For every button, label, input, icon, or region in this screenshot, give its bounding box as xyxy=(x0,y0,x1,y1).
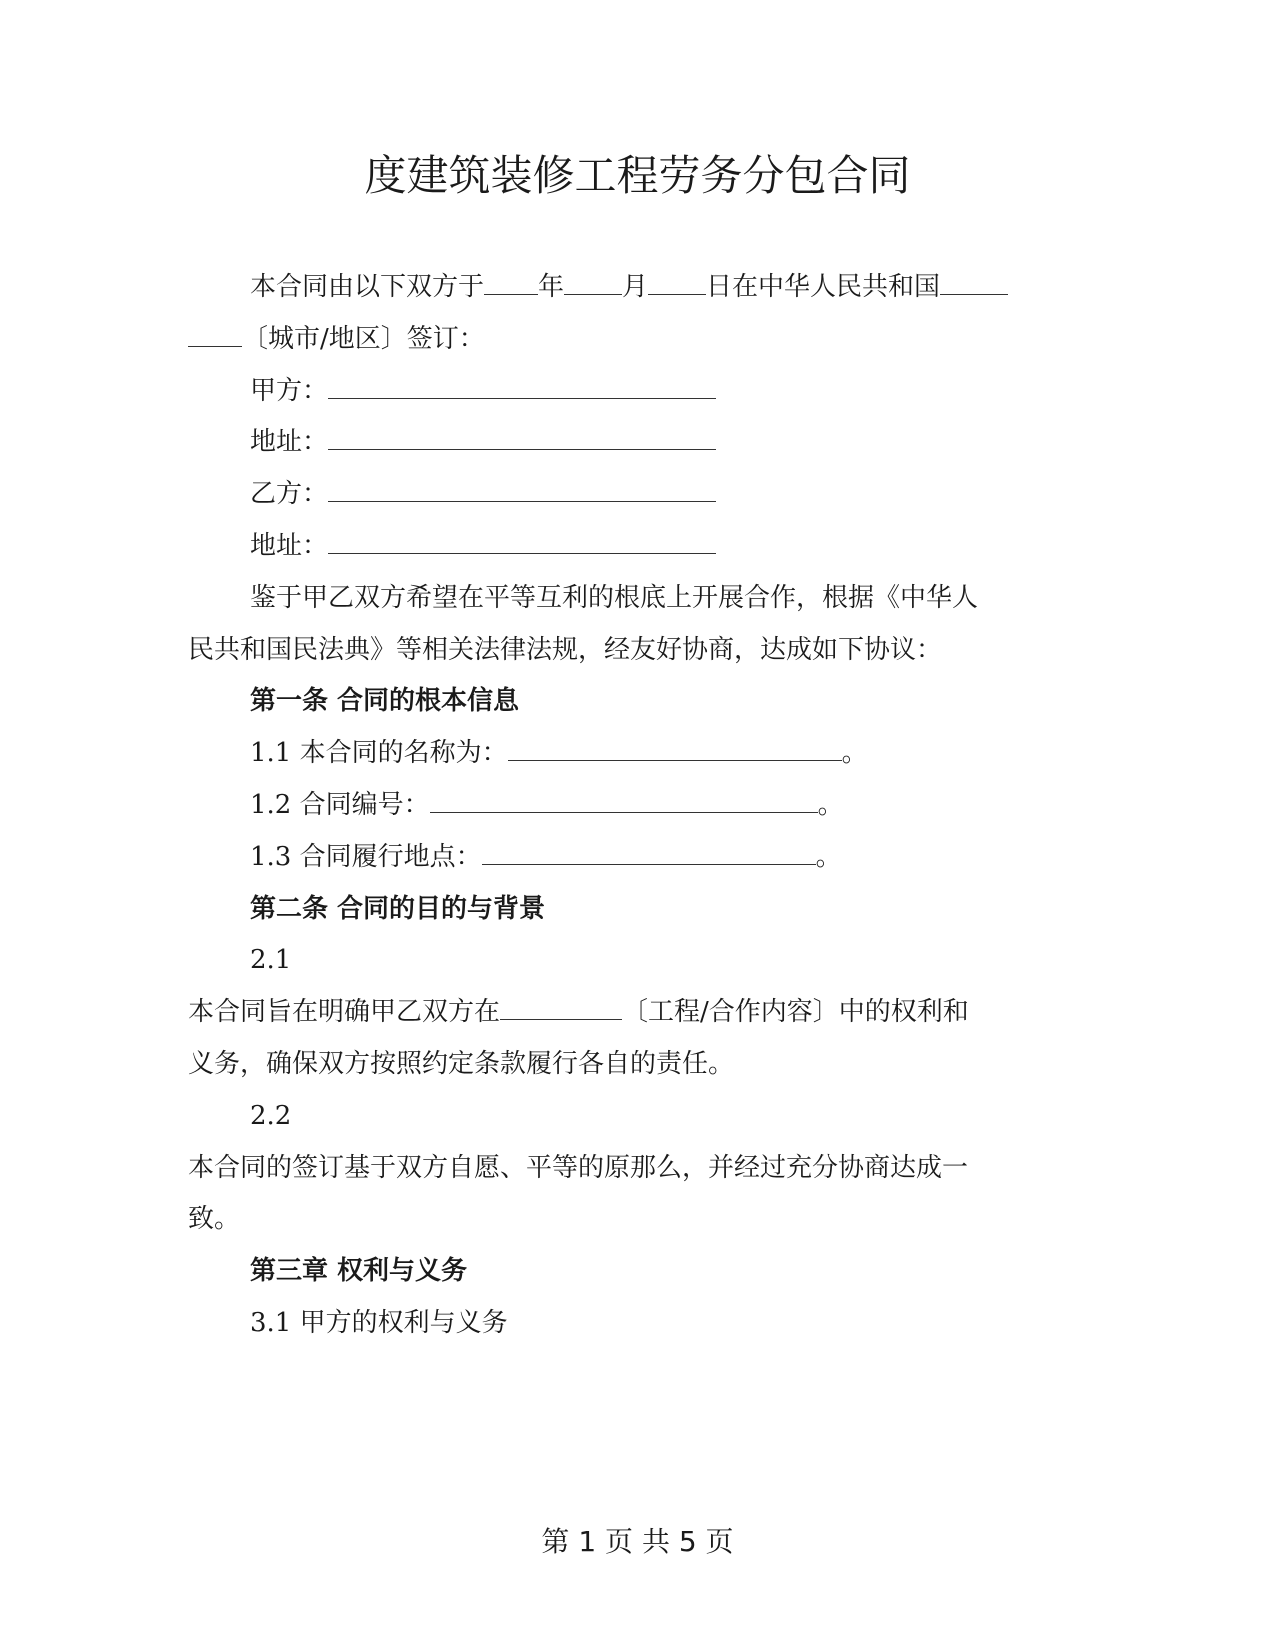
project-content-blank[interactable] xyxy=(500,993,622,1020)
article-1-heading: 第一条 合同的根本信息 xyxy=(250,686,520,717)
article-2-item-1-line-1 xyxy=(188,987,1078,1039)
party-b-label: 乙方： xyxy=(250,479,329,510)
item-label: 1.2 合同编号： xyxy=(250,789,430,820)
party-a-blank[interactable] xyxy=(328,372,716,399)
article-3-item-1: 3.1 甲方的权利与义务 xyxy=(250,1307,508,1338)
month-blank[interactable] xyxy=(564,268,622,295)
day-label: 日在中华人民共和国 xyxy=(706,272,941,302)
contract-name-blank[interactable] xyxy=(508,734,842,761)
day-blank[interactable] xyxy=(648,268,706,295)
item-text: 〔工程/合作内容〕中的权利和 xyxy=(622,997,969,1028)
article-1-item-3 xyxy=(188,832,1078,884)
month-label: 月 xyxy=(622,272,649,302)
item-end: 。 xyxy=(815,841,842,872)
article-2-item-2-number: 2.2 xyxy=(250,1100,292,1131)
preamble-line-2: 民共和国民法典》等相关法律法规，经友好协商，达成如下协议： xyxy=(188,634,943,665)
page-number-footer: 第 1 页 共 5 页 xyxy=(541,1525,734,1558)
party-a-address-label: 地址： xyxy=(250,427,329,458)
article-2-item-1-line-2: 义务，确保双方按照约定条款履行各自的责任。 xyxy=(188,1048,735,1079)
city-blank-1[interactable] xyxy=(940,268,1008,295)
item-end: 。 xyxy=(841,738,868,769)
item-end: 。 xyxy=(817,789,844,820)
party-b-address-label: 地址： xyxy=(250,530,329,561)
preamble-line-1: 鉴于甲乙双方希望在平等互利的根底上开展合作，根据《中华人 xyxy=(250,582,979,613)
party-a-line xyxy=(188,366,1078,418)
city-blank-2[interactable] xyxy=(188,320,242,347)
intro-line-1 xyxy=(188,262,1078,314)
article-3-heading: 第三章 权利与义务 xyxy=(250,1256,468,1287)
document-title: 度建筑装修工程劳务分包合同 xyxy=(364,151,911,200)
document-body xyxy=(188,262,1078,1350)
item-label: 1.1 本合同的名称为： xyxy=(250,738,508,769)
party-a-label: 甲方： xyxy=(250,375,329,406)
year-blank[interactable] xyxy=(484,268,538,295)
party-b-line xyxy=(188,469,1078,521)
party-b-blank[interactable] xyxy=(328,475,716,502)
party-b-address-blank[interactable] xyxy=(328,527,716,554)
intro-line-2 xyxy=(188,314,1078,366)
contract-location-blank[interactable] xyxy=(482,838,816,865)
item-text: 本合同旨在明确甲乙双方在 xyxy=(188,997,501,1028)
article-2-item-1-number: 2.1 xyxy=(250,945,292,976)
intro-text-2: 〔城市/地区〕签订： xyxy=(242,323,485,354)
article-2-item-2-line-1: 本合同的签订基于双方自愿、平等的原那么，并经过充分协商达成一 xyxy=(188,1152,969,1183)
article-2-heading: 第二条 合同的目的与背景 xyxy=(250,893,546,924)
article-1-item-2 xyxy=(188,780,1078,832)
party-a-address-line xyxy=(188,417,1078,469)
contract-number-blank[interactable] xyxy=(430,786,818,813)
item-label: 1.3 合同履行地点： xyxy=(250,841,482,872)
intro-text: 本合同由以下双方于 xyxy=(250,272,485,302)
article-1-item-1 xyxy=(188,728,1078,780)
year-label: 年 xyxy=(538,272,565,302)
party-a-address-blank[interactable] xyxy=(328,423,716,450)
article-2-item-2-line-2: 致。 xyxy=(188,1204,241,1235)
party-b-address-line xyxy=(188,521,1078,573)
